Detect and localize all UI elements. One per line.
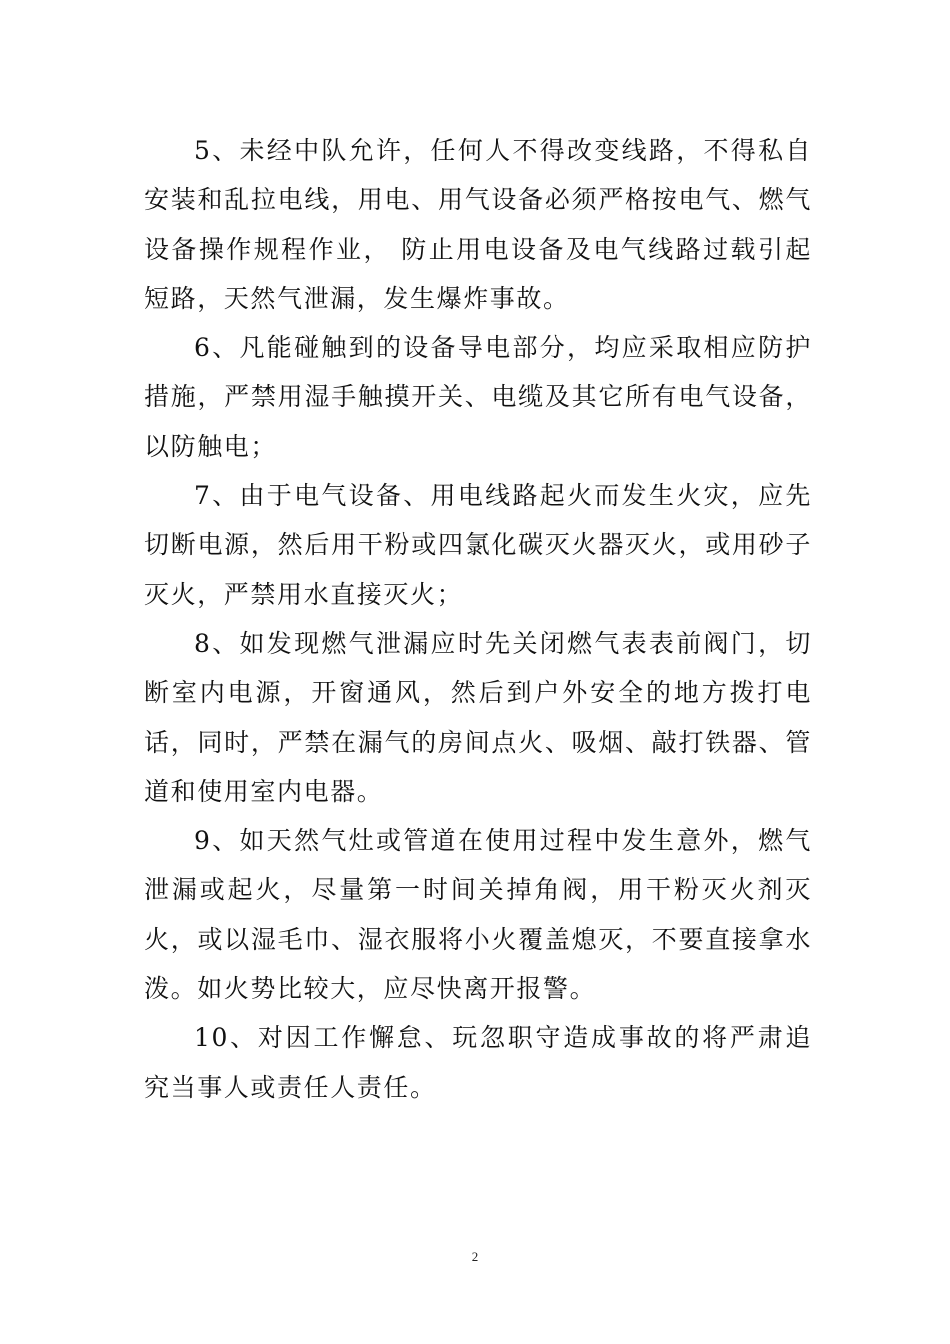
- paragraph-rule-5: 5、未经中队允许，任何人不得改变线路，不得私自安装和乱拉电线，用电、用气设备必须严格按电气、燃气设备操作规程作业， 防止用电设备及电气线路过载引起短路，天然气泄漏，发生爆炸事故。: [144, 136, 812, 313]
- body-text: [144, 126, 812, 1112]
- page-number: 2: [471, 1249, 479, 1264]
- paragraph-rule-6: 6、凡能碰触到的设备导电部分，均应采取相应防护措施，严禁用湿手触摸开关、电缆及其它所有电气设备，以防触电；: [144, 333, 812, 461]
- paragraph-rule-9: 9、如天然气灶或管道在使用过程中发生意外，燃气泄漏或起火，尽量第一时间关掉角阀，用干粉灭火剂灭火，或以湿毛巾、湿衣服将小火覆盖熄灭，不要直接拿水泼。如火势比较大，应尽快离开报警。: [144, 826, 812, 1004]
- paragraph-rule-8: 8、如发现燃气泄漏应时先关闭燃气表表前阀门，切断室内电源，开窗通风，然后到户外安全的地方拨打电话，同时，严禁在漏气的房间点火、吸烟、敲打铁器、管道和使用室内电器。: [144, 628, 812, 806]
- paragraph-rule-7: 7、由于电气设备、用电线路起火而发生火灾，应先切断电源，然后用干粉或四氯化碳灭火器灭火，或用砂子灭火，严禁用水直接灭火；: [144, 481, 812, 609]
- paragraph-rule-10: 10、对因工作懈怠、玩忽职守造成事故的将严肃追究当事人或责任人责任。: [144, 1023, 812, 1102]
